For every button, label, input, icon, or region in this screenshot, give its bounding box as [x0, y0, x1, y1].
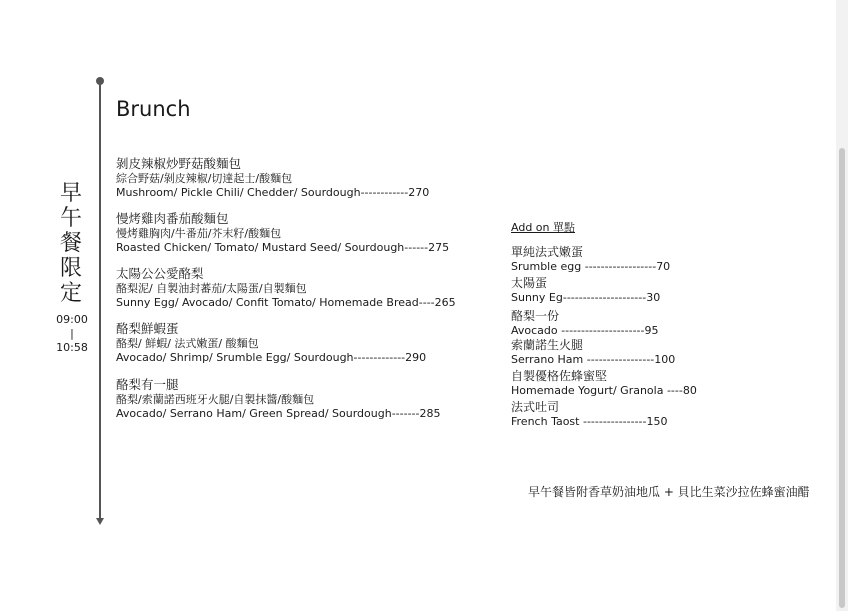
addon-price: 95: [644, 324, 659, 337]
price-leader: ----------------: [582, 415, 647, 428]
item-desc-en-row: [116, 296, 456, 310]
footer-note: 早午餐皆附香草奶油地瓜 + 貝比生菜沙拉佐蜂蜜油醋: [528, 485, 810, 499]
item-desc-en-row: [116, 241, 449, 255]
item-desc-en: Sunny Egg/ Avocado/ Confit Tomato/ Homemade Bread: [116, 296, 419, 309]
item-price: 290: [405, 351, 427, 364]
item-desc-en-row: [116, 351, 426, 365]
menu-item: [116, 377, 441, 421]
price-leader: ----: [666, 384, 683, 397]
addon-title-zh: 單點: [553, 221, 575, 234]
addon-row: [511, 384, 697, 398]
item-name: 酪梨有一腿: [116, 377, 179, 392]
item-price: 270: [408, 186, 430, 199]
price-leader: ----: [418, 296, 435, 309]
addon-name-en: Serrano Ham: [511, 353, 584, 366]
item-desc-zh: 酪梨泥/ 自製油封蕃茄/太陽蛋/自製麵包: [116, 282, 307, 295]
addon-row: [511, 291, 660, 305]
item-desc-zh: 綜合野菇/剝皮辣椒/切達起士/酸麵包: [116, 172, 293, 185]
time-start: 09:00: [56, 313, 88, 326]
side-title-char: 定: [59, 281, 82, 306]
item-desc-en-row: [116, 407, 441, 421]
item-name: 太陽公公愛酪梨: [116, 266, 204, 281]
side-title-char: 限: [59, 256, 82, 281]
addon-item: [511, 399, 668, 429]
menu-item: [116, 321, 426, 365]
addon-item: [511, 308, 658, 338]
price-leader: ------------: [360, 186, 409, 199]
item-desc-en: Avocado/ Serrano Ham/ Green Spread/ Sourdough: [116, 407, 392, 420]
addon-title-en: Add on: [511, 221, 550, 234]
section-title: Brunch: [116, 97, 191, 121]
addon-row: [511, 353, 675, 367]
addon-row: [511, 415, 668, 429]
side-title-char: 早: [59, 181, 82, 206]
side-title-char: 午: [59, 206, 82, 231]
addon-name-zh: 單純法式嫩蛋: [511, 245, 584, 259]
addon-name-zh: 法式吐司: [511, 400, 560, 414]
timeline-dot: [96, 77, 104, 85]
addon-price: 70: [656, 260, 671, 273]
item-desc-zh: 慢烤雞胸肉/牛番茄/芥末籽/酸麵包: [116, 227, 282, 240]
item-desc-en: Avocado/ Shrimp/ Srumble Egg/ Sourdough: [116, 351, 354, 364]
addon-price: 80: [682, 384, 697, 397]
item-name: 慢烤雞肉番茄酸麵包: [116, 211, 229, 226]
price-leader: ------: [404, 241, 429, 254]
item-name: 酪梨鮮蝦蛋: [116, 321, 179, 336]
addon-name-zh: 索蘭諾生火腿: [511, 338, 584, 352]
timeline-line: [99, 80, 101, 520]
addon-row: [511, 324, 658, 338]
addon-price: 30: [646, 291, 661, 304]
addon-item: [511, 244, 670, 274]
price-leader: -------: [391, 407, 420, 420]
addon-item: [511, 337, 675, 367]
price-leader: -----------------: [586, 353, 655, 366]
addon-row: [511, 260, 670, 274]
addon-item: [511, 275, 660, 305]
serving-time: [52, 313, 92, 355]
addon-name-zh: 太陽蛋: [511, 276, 548, 290]
side-title: [56, 181, 86, 306]
addon-item: [511, 368, 697, 398]
item-desc-en-row: [116, 186, 429, 200]
item-price: 285: [419, 407, 441, 420]
menu-item: [116, 211, 449, 255]
vertical-scrollbar[interactable]: [836, 0, 848, 611]
addon-title: [511, 219, 575, 235]
addon-price: 150: [646, 415, 668, 428]
price-leader: ------------------: [584, 260, 657, 273]
item-desc-en: Mushroom/ Pickle Chili/ Chedder/ Sourdough: [116, 186, 361, 199]
price-leader: ---------------------: [561, 324, 645, 337]
addon-name-en: Srumble egg: [511, 260, 582, 273]
item-desc-zh: 酪梨/ 鮮蝦/ 法式嫩蛋/ 酸麵包: [116, 337, 259, 350]
price-leader: -------------: [353, 351, 406, 364]
item-name: 剝皮辣椒炒野菇酸麵包: [116, 156, 242, 171]
item-desc-zh: 酪梨/索蘭諾西班牙火腿/自製抹醬/酸麵包: [116, 393, 315, 406]
item-price: 265: [434, 296, 456, 309]
addon-name-en: Avocado: [511, 324, 558, 337]
menu-item: [116, 156, 429, 200]
price-leader: ---------------------: [562, 291, 647, 304]
timeline-arrow-icon: [96, 518, 104, 525]
addon-price: 100: [654, 353, 676, 366]
addon-name-en: Homemade Yogurt/ Granola: [511, 384, 664, 397]
item-price: 275: [428, 241, 450, 254]
menu-item: [116, 266, 456, 310]
scrollbar-thumb[interactable]: [839, 148, 845, 608]
addon-name-en: Sunny Eg: [511, 291, 563, 304]
item-desc-en: Roasted Chicken/ Tomato/ Mustard Seed/ Sourdough: [116, 241, 405, 254]
addon-name-zh: 酪梨一份: [511, 309, 560, 323]
time-separator: |: [70, 327, 74, 340]
addon-name-en: French Taost: [511, 415, 580, 428]
addon-name-zh: 自製優格佐蜂蜜堅: [511, 369, 608, 383]
side-title-char: 餐: [59, 231, 82, 256]
time-end: 10:58: [56, 341, 88, 354]
